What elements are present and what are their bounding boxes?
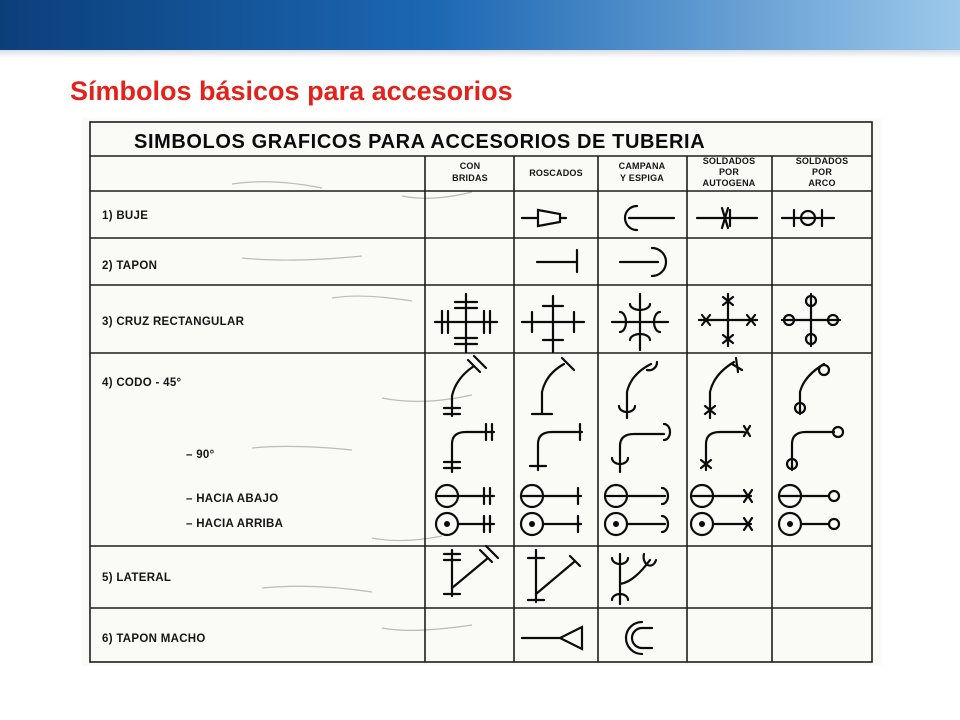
buje-autogena-symbol (697, 208, 757, 228)
row-label-hacia-arriba: – HACIA ARRIBA (186, 518, 284, 530)
column-headers (452, 156, 848, 188)
cruz-arco-symbol (782, 294, 840, 346)
tapon-roscado-symbol (537, 250, 577, 272)
cruz-autogena-symbol (699, 294, 757, 346)
codo90-autogena-symbol (701, 426, 750, 470)
tapon-campana-symbol (620, 248, 666, 276)
abajo-autogena-symbol (691, 485, 752, 507)
codo45-bridas-symbol (444, 356, 486, 416)
col-header-campana-2: Y ESPIGA (620, 173, 664, 183)
codo45-roscado-symbol (532, 358, 574, 414)
tapon-macho-campana-symbol (626, 622, 652, 654)
abajo-bridas-symbol (436, 485, 494, 507)
arriba-campana-symbol (605, 513, 668, 535)
scanned-symbol-table (82, 118, 882, 666)
col-header-autogena-3: AUTOGENA (702, 178, 756, 188)
col-header-campana-1: CAMPANA (618, 161, 666, 171)
arriba-arco-symbol (779, 513, 839, 535)
col-header-arco-1: SOLDADOS (795, 156, 849, 166)
symbol-table-svg (82, 118, 882, 666)
codo45-autogena-symbol (705, 358, 742, 418)
col-header-autogena-1: SOLDADOS (702, 156, 756, 166)
col-header-bridas-1: CON (459, 161, 481, 171)
codo45-arco-symbol (795, 364, 829, 414)
codo90-bridas-symbol (444, 424, 494, 472)
codo90-arco-symbol (787, 427, 843, 470)
arriba-roscado-symbol (521, 513, 581, 535)
row-labels (102, 210, 283, 645)
row-label-codo45: 4) CODO - 45° (102, 377, 182, 389)
abajo-arco-symbol (779, 485, 839, 507)
slide-title: Símbolos básicos para accesorios (70, 76, 513, 106)
col-header-arco-2: POR (811, 167, 833, 177)
col-header-arco-3: ARCO (808, 178, 836, 188)
tapon-macho-roscado-symbol (522, 627, 582, 649)
table-grid (90, 122, 872, 662)
row-label-lateral: 5) LATERAL (102, 572, 172, 584)
row-label-codo90: – 90° (186, 449, 215, 461)
abajo-roscado-symbol (521, 485, 581, 507)
cruz-roscado-symbol (522, 296, 584, 352)
arriba-bridas-symbol (436, 513, 494, 535)
col-header-autogena-2: POR (718, 167, 740, 177)
codo90-roscado-symbol (530, 424, 582, 470)
abajo-campana-symbol (605, 485, 668, 507)
slide-header-shadow (0, 50, 960, 58)
row-label-tapon-macho: 6) TAPON MACHO (102, 633, 206, 645)
cruz-campana-symbol (612, 294, 668, 350)
codo45-campana-symbol (619, 362, 657, 418)
scan-noise (232, 182, 472, 631)
lateral-campana-symbol (612, 554, 656, 604)
buje-campana-symbol (625, 206, 674, 230)
cruz-bridas-symbol (435, 294, 497, 352)
buje-arco-symbol (782, 210, 834, 226)
row-label-buje: 1) BUJE (102, 210, 149, 222)
row-label-cruz: 3) CRUZ RECTANGULAR (102, 316, 245, 328)
slide-header-bar (0, 0, 960, 50)
row-label-hacia-abajo: – HACIA ABAJO (186, 493, 279, 505)
buje-roscado-symbol (522, 210, 566, 226)
row-label-tapon: 2) TAPON (102, 260, 158, 272)
col-header-roscados: ROSCADOS (529, 168, 583, 178)
codo90-campana-symbol (612, 424, 670, 472)
lateral-roscado-symbol (528, 550, 580, 602)
table-heading: SIMBOLOS GRAFICOS PARA ACCESORIOS DE TUBERIA (134, 131, 706, 153)
arriba-autogena-symbol (691, 513, 752, 535)
lateral-bridas-symbol (444, 546, 498, 596)
col-header-bridas-2: BRIDAS (452, 173, 488, 183)
